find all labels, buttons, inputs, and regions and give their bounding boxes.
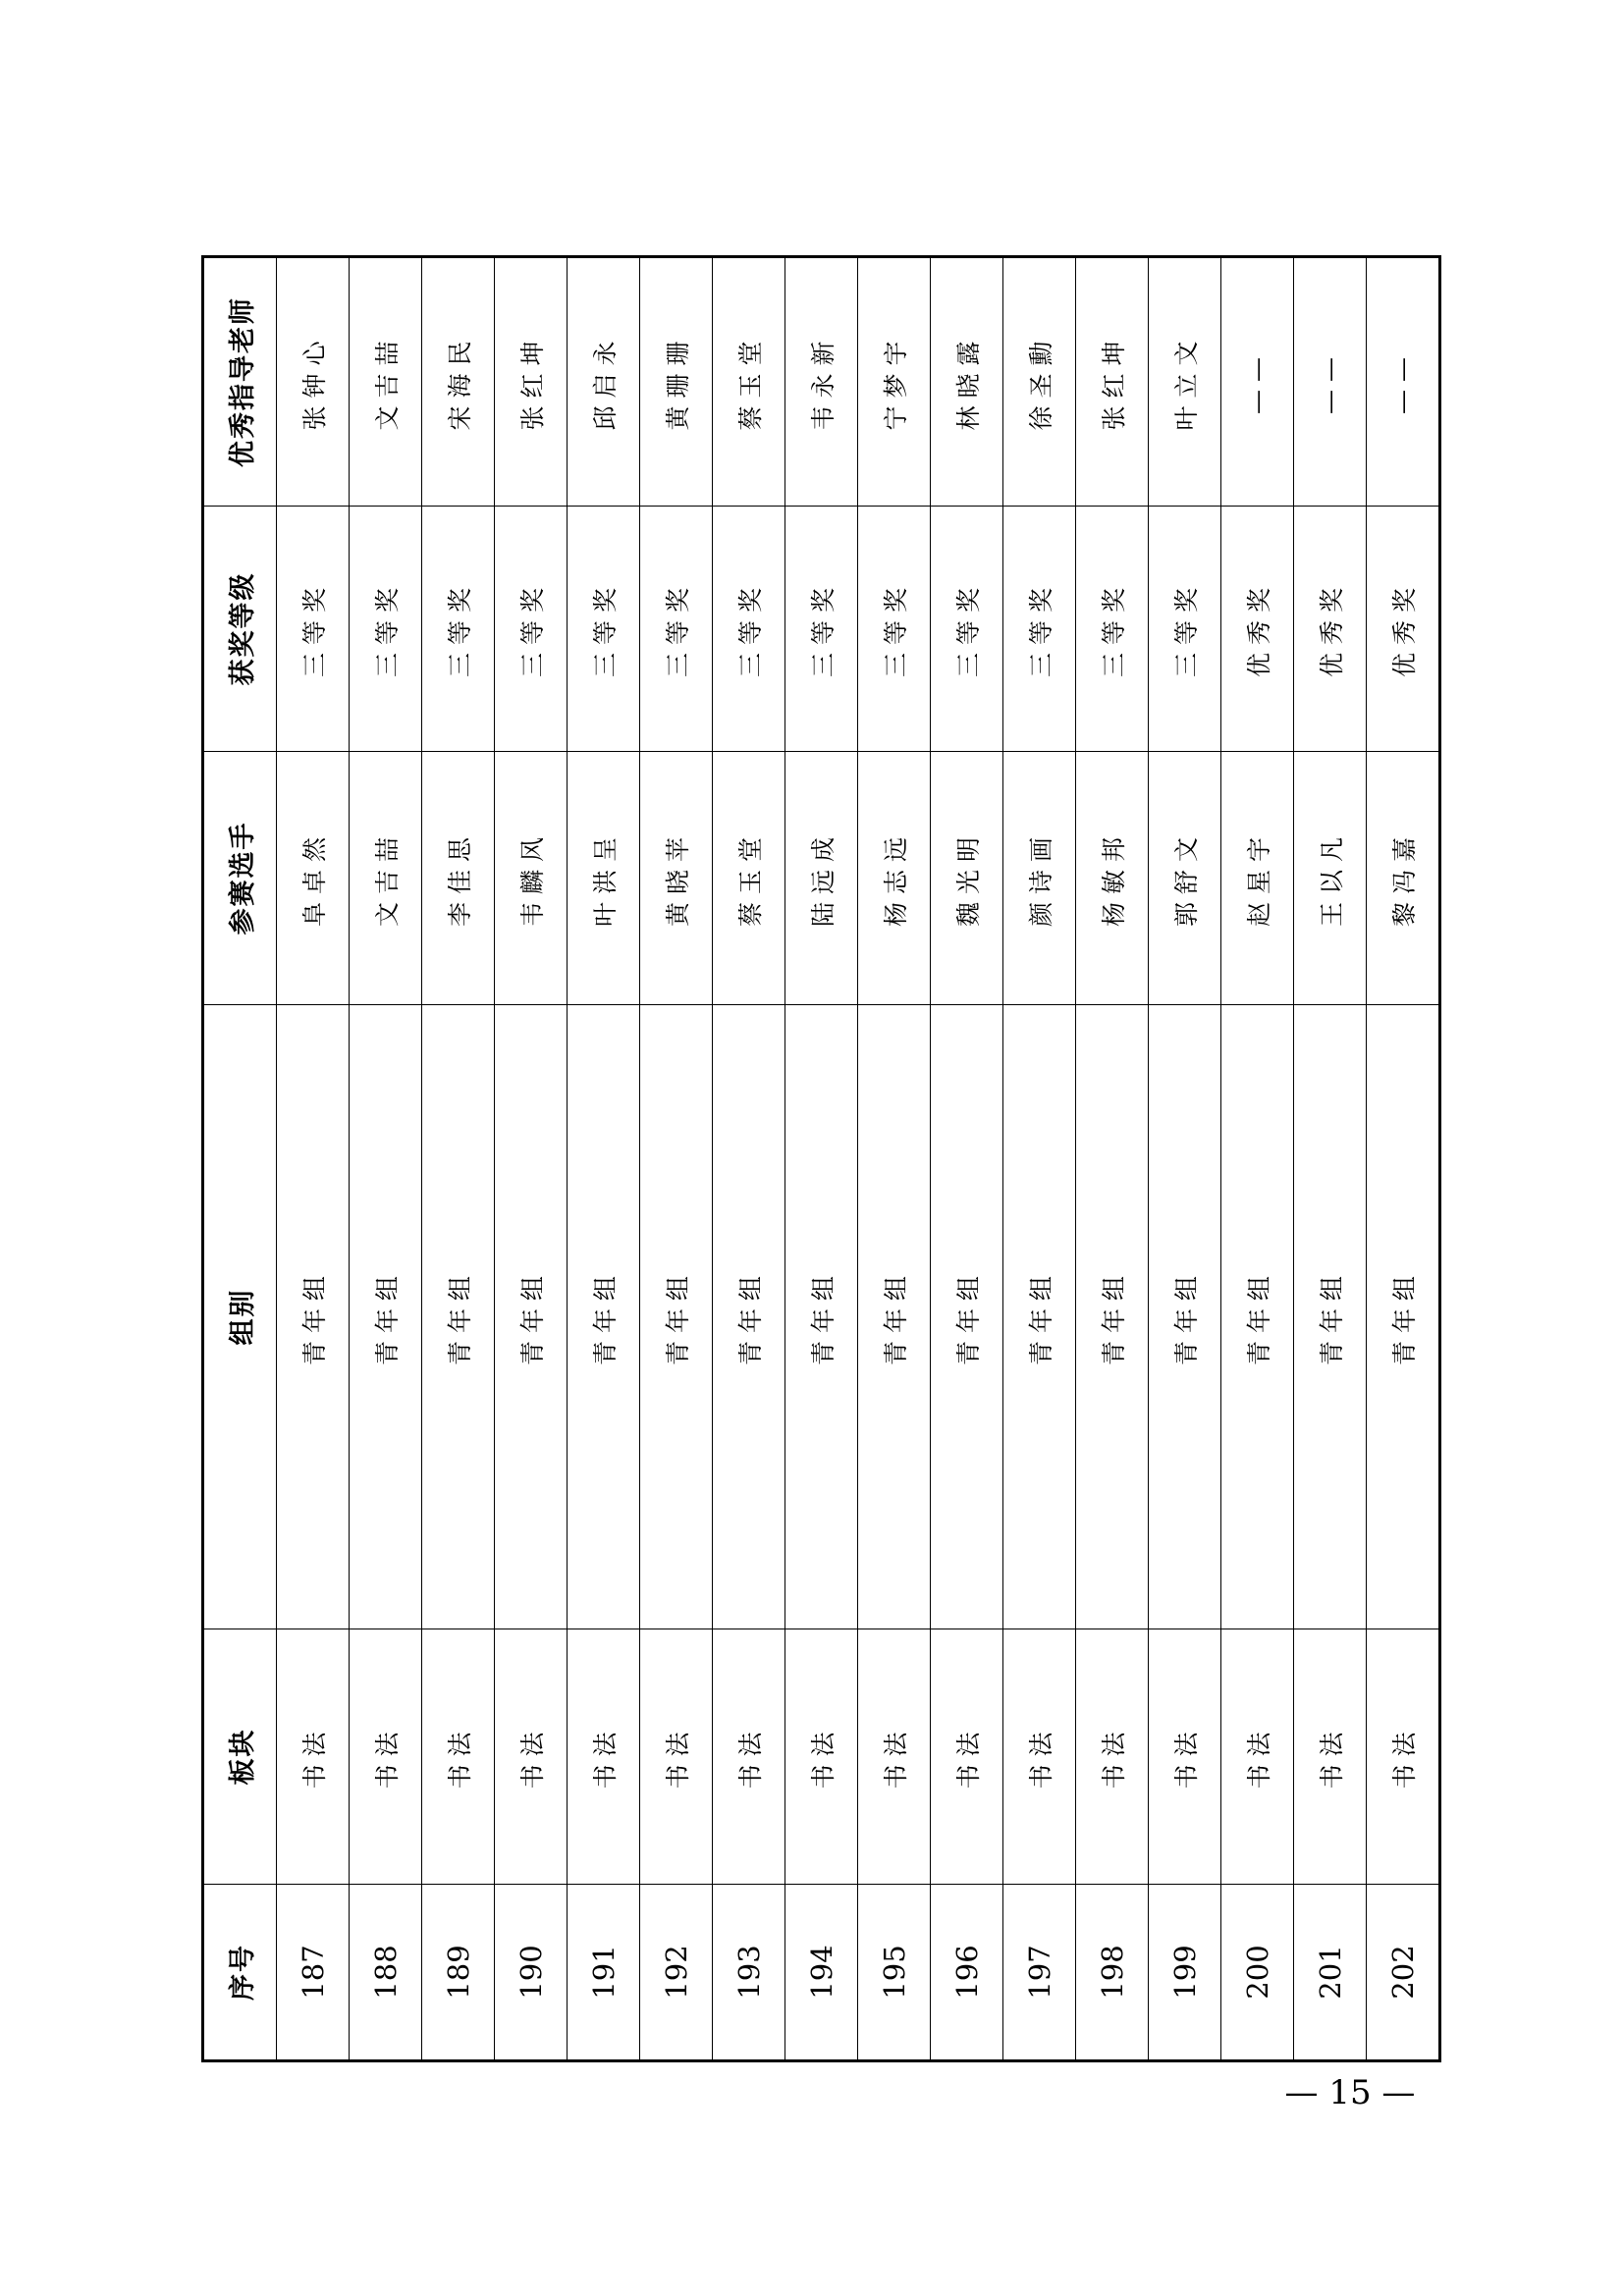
contestant-cell: 赵星宇	[1221, 752, 1294, 1005]
group-cell: 青年组	[1149, 1005, 1221, 1629]
contestant-cell: 黄晓苹	[640, 752, 713, 1005]
contestant-cell: 黎冯嘉	[1367, 752, 1440, 1005]
contestant-cell: 杨敏邦	[1076, 752, 1149, 1005]
header-section: 板块	[203, 1629, 277, 1885]
serial-number-cell: 187	[277, 1885, 350, 2061]
table-row	[350, 257, 422, 2061]
table-row	[1294, 257, 1367, 2061]
table-row	[1367, 257, 1440, 2061]
serial-number-cell: 193	[713, 1885, 785, 2061]
instructor-cell: 林晓露	[931, 257, 1003, 507]
award-level-cell: 三等奖	[858, 507, 931, 752]
instructor-cell: 黄珊珊	[640, 257, 713, 507]
instructor-cell: 张红坤	[495, 257, 568, 507]
page-number: — 15 —	[1284, 2073, 1416, 2112]
contestant-cell: 叶洪呈	[568, 752, 640, 1005]
award-level-cell: 三等奖	[495, 507, 568, 752]
table-row	[1149, 257, 1221, 2061]
table-row	[277, 257, 350, 2061]
group-cell: 青年组	[495, 1005, 568, 1629]
serial-number-cell: 199	[1149, 1885, 1221, 2061]
award-level-cell: 三等奖	[1149, 507, 1221, 752]
instructor-cell: ——	[1294, 257, 1367, 507]
group-cell: 青年组	[1221, 1005, 1294, 1629]
section-cell: 书法	[1076, 1629, 1149, 1885]
instructor-cell: 张钟心	[277, 257, 350, 507]
table-row	[640, 257, 713, 2061]
award-level-cell: 三等奖	[1003, 507, 1076, 752]
group-cell: 青年组	[640, 1005, 713, 1629]
instructor-cell: ——	[1367, 257, 1440, 507]
table-row	[785, 257, 858, 2061]
award-level-cell: 优秀奖	[1221, 507, 1294, 752]
section-cell: 书法	[1003, 1629, 1076, 1885]
instructor-cell: 宁梦宇	[858, 257, 931, 507]
serial-number-cell: 192	[640, 1885, 713, 2061]
table-row	[568, 257, 640, 2061]
section-cell: 书法	[277, 1629, 350, 1885]
table-row	[495, 257, 568, 2061]
header-award-level: 获奖等级	[203, 507, 277, 752]
group-cell: 青年组	[858, 1005, 931, 1629]
serial-number-cell: 189	[422, 1885, 495, 2061]
award-level-cell: 三等奖	[640, 507, 713, 752]
instructor-cell: 邱启永	[568, 257, 640, 507]
instructor-cell: 叶立文	[1149, 257, 1221, 507]
contestant-cell: 杨志远	[858, 752, 931, 1005]
table-row	[858, 257, 931, 2061]
section-cell: 书法	[640, 1629, 713, 1885]
section-cell: 书法	[1149, 1629, 1221, 1885]
serial-number-cell: 200	[1221, 1885, 1294, 2061]
table-body	[277, 257, 1440, 2061]
section-cell: 书法	[350, 1629, 422, 1885]
section-cell: 书法	[1294, 1629, 1367, 1885]
award-level-cell: 三等奖	[277, 507, 350, 752]
awards-table	[201, 255, 1441, 2062]
serial-number-cell: 195	[858, 1885, 931, 2061]
group-cell: 青年组	[568, 1005, 640, 1629]
serial-number-cell: 197	[1003, 1885, 1076, 2061]
table-row	[1003, 257, 1076, 2061]
rotated-table-wrapper	[201, 258, 1429, 2062]
serial-number-cell: 190	[495, 1885, 568, 2061]
section-cell: 书法	[785, 1629, 858, 1885]
serial-number-cell: 191	[568, 1885, 640, 2061]
contestant-cell: 王以凡	[1294, 752, 1367, 1005]
table-row	[422, 257, 495, 2061]
group-cell: 青年组	[713, 1005, 785, 1629]
award-level-cell: 三等奖	[1076, 507, 1149, 752]
serial-number-cell: 202	[1367, 1885, 1440, 2061]
group-cell: 青年组	[1294, 1005, 1367, 1629]
contestant-cell: 蔡玉堂	[713, 752, 785, 1005]
header-group: 组别	[203, 1005, 277, 1629]
contestant-cell: 李佳思	[422, 752, 495, 1005]
section-cell: 书法	[931, 1629, 1003, 1885]
table-row	[931, 257, 1003, 2061]
group-cell: 青年组	[1003, 1005, 1076, 1629]
instructor-cell: 文吉喆	[350, 257, 422, 507]
contestant-cell: 颜诗画	[1003, 752, 1076, 1005]
group-cell: 青年组	[1076, 1005, 1149, 1629]
contestant-cell: 陆远成	[785, 752, 858, 1005]
section-cell: 书法	[858, 1629, 931, 1885]
serial-number-cell: 198	[1076, 1885, 1149, 2061]
serial-number-cell: 196	[931, 1885, 1003, 2061]
header-serial-number: 序号	[203, 1885, 277, 2061]
award-level-cell: 优秀奖	[1367, 507, 1440, 752]
instructor-cell: 宋海民	[422, 257, 495, 507]
award-level-cell: 三等奖	[931, 507, 1003, 752]
header-contestant: 参赛选手	[203, 752, 277, 1005]
section-cell: 书法	[495, 1629, 568, 1885]
group-cell: 青年组	[350, 1005, 422, 1629]
section-cell: 书法	[1221, 1629, 1294, 1885]
serial-number-cell: 188	[350, 1885, 422, 2061]
group-cell: 青年组	[422, 1005, 495, 1629]
table-row	[1221, 257, 1294, 2061]
group-cell: 青年组	[785, 1005, 858, 1629]
instructor-cell: 蔡玉堂	[713, 257, 785, 507]
section-cell: 书法	[568, 1629, 640, 1885]
instructor-cell: 徐圣勳	[1003, 257, 1076, 507]
table-row	[713, 257, 785, 2061]
award-level-cell: 优秀奖	[1294, 507, 1367, 752]
award-level-cell: 三等奖	[713, 507, 785, 752]
section-cell: 书法	[1367, 1629, 1440, 1885]
section-cell: 书法	[713, 1629, 785, 1885]
header-instructor: 优秀指导老师	[203, 257, 277, 507]
award-level-cell: 三等奖	[350, 507, 422, 752]
contestant-cell: 郭舒文	[1149, 752, 1221, 1005]
table-row	[1076, 257, 1149, 2061]
instructor-cell: ——	[1221, 257, 1294, 507]
contestant-cell: 魏光明	[931, 752, 1003, 1005]
instructor-cell: 韦永新	[785, 257, 858, 507]
serial-number-cell: 194	[785, 1885, 858, 2061]
award-level-cell: 三等奖	[568, 507, 640, 752]
group-cell: 青年组	[277, 1005, 350, 1629]
contestant-cell: 韦麟风	[495, 752, 568, 1005]
group-cell: 青年组	[931, 1005, 1003, 1629]
instructor-cell: 张红坤	[1076, 257, 1149, 507]
serial-number-cell: 201	[1294, 1885, 1367, 2061]
table-header-row	[203, 257, 277, 2061]
contestant-cell: 阜卓然	[277, 752, 350, 1005]
award-level-cell: 三等奖	[422, 507, 495, 752]
group-cell: 青年组	[1367, 1005, 1440, 1629]
award-level-cell: 三等奖	[785, 507, 858, 752]
contestant-cell: 文吉喆	[350, 752, 422, 1005]
section-cell: 书法	[422, 1629, 495, 1885]
